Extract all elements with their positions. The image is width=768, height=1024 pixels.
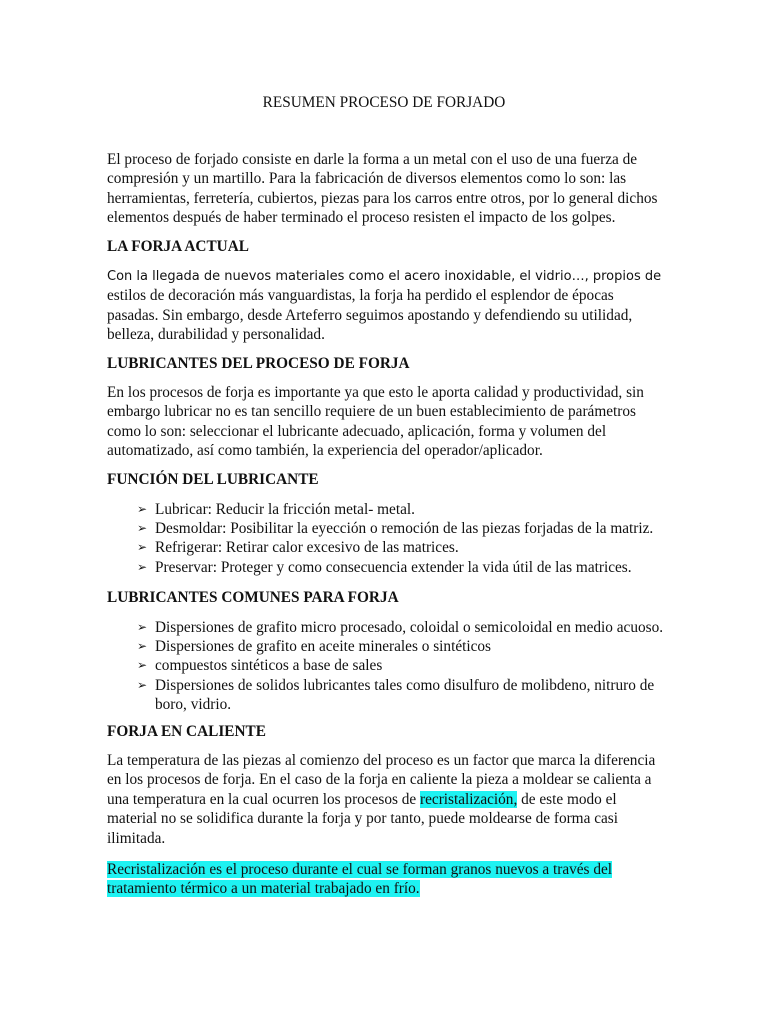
heading-comunes: LUBRICANTES COMUNES PARA FORJA	[107, 589, 399, 606]
arrow-bullet-icon: ➢	[137, 559, 148, 574]
list-item-text: Dispersiones de grafito en aceite minerales o sintéticos	[155, 638, 491, 656]
list-item-text: Preservar: Proteger y como consecuencia extender la vida útil de las matrices.	[155, 558, 632, 576]
heading-forja-actual: LA FORJA ACTUAL	[107, 238, 249, 255]
list-item-text: Refrigerar: Retirar calor excesivo de las matrices.	[155, 539, 459, 557]
arrow-bullet-icon: ➢	[137, 677, 148, 692]
list-item	[107, 637, 667, 656]
list-item-text: Lubricar: Reducir la fricción metal- metal.	[155, 501, 415, 518]
caliente-text-after: de este modo el material no se solidifica durante la forja y por tanto, puede moldearse de forma casi ilimitada.	[107, 790, 618, 847]
list-item	[107, 656, 667, 675]
arrow-bullet-icon: ➢	[137, 502, 148, 516]
forja-actual-paragraph	[107, 266, 667, 345]
document-title: RESUMEN PROCESO DE FORJADO	[262, 94, 506, 111]
arrow-bullet-icon: ➢	[137, 620, 148, 634]
forja-actual-rest: estilos de decoración más vanguardistas, la forja ha perdido el esplendor de épocas pasadas. Sin embargo, desde Arteferro seguimos apostando y defendiendo su utilidad, belleza, durabilidad y personalidad.	[107, 287, 633, 344]
arrow-bullet-icon: ➢	[137, 639, 148, 654]
caliente-text-before: La temperatura de las piezas al comienzo del proceso es un factor que marca la diferencia en los procesos de forja. En el caso de la forja en caliente la pieza a moldear se calienta a una temperatura en la cual ocurren los procesos de	[107, 752, 656, 808]
list-item	[107, 558, 667, 577]
highlighted-note: Recristalización es el proceso durante el cual se forman granos nuevos a través del tratamiento térmico a un material trabajado en frío.	[107, 861, 613, 898]
list-item-text: Dispersiones de solidos lubricantes tales como disulfuro de molibdeno, nitruro de boro, vidrio.	[155, 676, 655, 713]
list-item-text: compuestos sintéticos a base de sales	[155, 657, 383, 675]
heading-lubricantes: LUBRICANTES DEL PROCESO DE FORJA	[107, 355, 410, 372]
list-item	[107, 676, 667, 714]
list-item-text: Dispersiones de grafito micro procesado, coloidal o semicoloidal en medio acuoso.	[155, 619, 664, 636]
comunes-list	[107, 618, 667, 714]
list-item	[107, 538, 667, 557]
list-item	[107, 500, 667, 519]
arrow-bullet-icon: ➢	[137, 540, 148, 555]
arrow-bullet-icon: ➢	[137, 521, 148, 536]
forja-actual-sans-line: Con la llegada de nuevos materiales como el acero inoxidable, el vidrio…, propios de	[107, 269, 662, 284]
heading-caliente: FORJA EN CALIENTE	[107, 723, 266, 740]
heading-funcion: FUNCIÓN DEL LUBRICANTE	[107, 471, 319, 488]
recristalizacion-note	[107, 860, 647, 899]
list-item-text: Desmoldar: Posibilitar la eyección o remoción de las piezas forjadas de la matriz.	[155, 520, 654, 538]
intro-paragraph: El proceso de forjado consiste en darle la forma a un metal con el uso de una fuerza de compresión y un martillo. Para la fabricación de diversos elementos como lo son: las herramientas, ferretería, cubiertos, piezas para los carros entre otros, por lo general dichos elementos después de haber terminado el proceso resisten el impacto de los golpes.	[107, 151, 658, 227]
caliente-paragraph	[107, 751, 667, 848]
lubricantes-paragraph: En los procesos de forja es importante ya que esto le aporta calidad y productividad, sin embargo lubricar no es tan sencillo requiere de un buen establecimiento de parámetros como lo son: seleccionar el lubricante adecuado, aplicación, forma y volumen del automatizado, así como también, la experiencia del operador/aplicador.	[107, 384, 644, 460]
list-item	[107, 618, 667, 637]
funcion-list	[107, 500, 667, 577]
arrow-bullet-icon: ➢	[137, 658, 148, 673]
list-item	[107, 519, 667, 538]
highlighted-term: recristalización,	[420, 790, 518, 808]
